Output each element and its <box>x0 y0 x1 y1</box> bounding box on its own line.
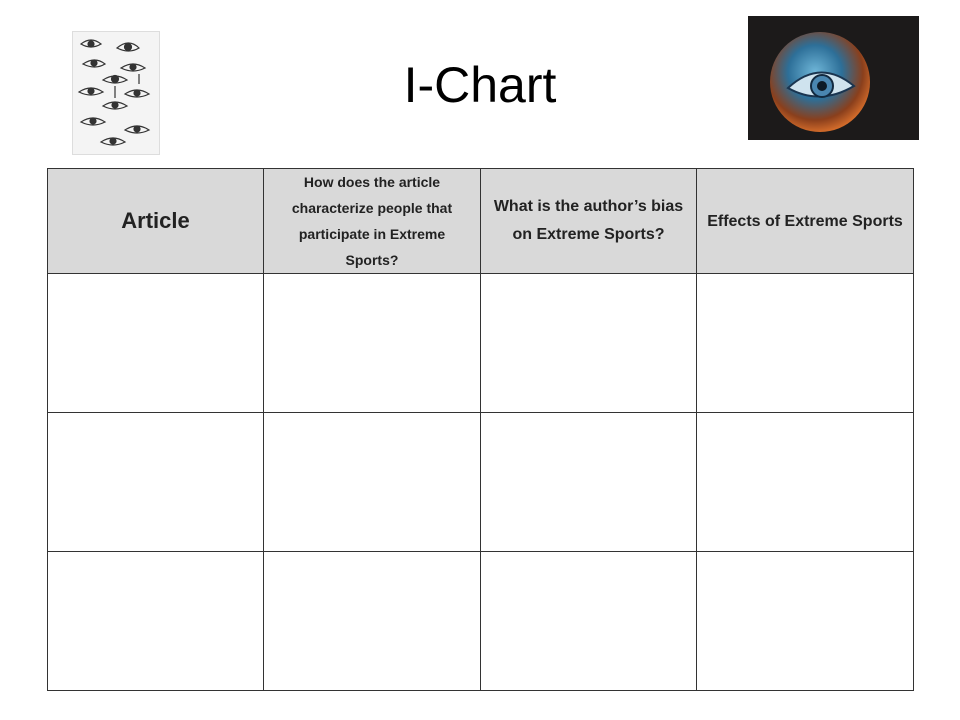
table-row <box>48 552 914 691</box>
table-cell[interactable] <box>48 413 264 552</box>
header-characterize: How does the article characterize people that participate in Extreme Sports? <box>264 169 481 274</box>
table-cell[interactable] <box>264 274 481 413</box>
table-cell[interactable] <box>48 274 264 413</box>
header-effects: Effects of Extreme Sports <box>697 169 914 274</box>
header-row <box>48 169 914 274</box>
table-cell[interactable] <box>48 552 264 691</box>
slide-title: I-Chart <box>403 57 557 113</box>
table-row <box>48 413 914 552</box>
header-article: Article <box>48 169 264 274</box>
table-cell[interactable] <box>481 552 697 691</box>
table-cell[interactable] <box>481 413 697 552</box>
table-cell[interactable] <box>697 552 914 691</box>
table-row <box>48 274 914 413</box>
table-cell[interactable] <box>264 552 481 691</box>
table-cell[interactable] <box>481 274 697 413</box>
header-author-bias: What is the author’s bias on Extreme Sports? <box>481 169 697 274</box>
table-cell[interactable] <box>264 413 481 552</box>
i-chart-table <box>47 168 914 691</box>
table-cell[interactable] <box>697 274 914 413</box>
table-cell[interactable] <box>697 413 914 552</box>
